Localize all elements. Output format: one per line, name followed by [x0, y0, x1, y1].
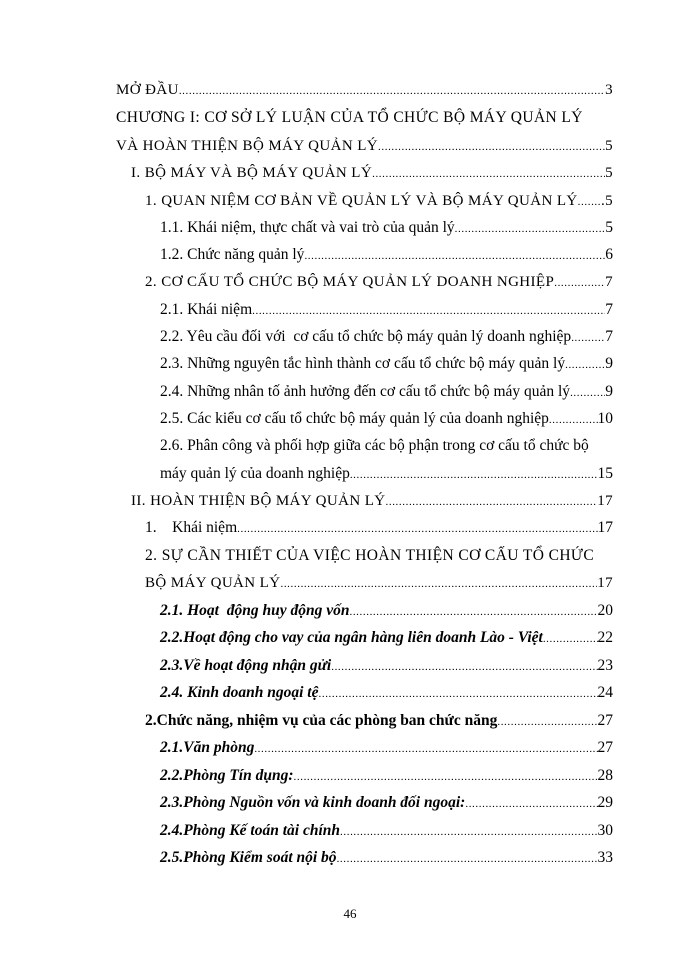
- dot-leader: [497, 712, 597, 732]
- toc-entry-label: 2.4.Phòng Kế toán tài chính: [160, 822, 341, 839]
- toc-entry-page: 17: [597, 493, 613, 509]
- toc-entry-page: 23: [597, 657, 613, 674]
- toc-entry-mo-dau[interactable]: [116, 80, 613, 101]
- toc-entry-chapter-1-title[interactable]: [116, 108, 583, 128]
- toc-entry-functions-4[interactable]: [160, 821, 613, 842]
- toc-entry-2-5[interactable]: [160, 409, 613, 430]
- toc-entry-label: II. HOÀN THIỆN BỘ MÁY QUẢN LÝ: [131, 493, 386, 509]
- toc-entry-label: 2.2. Yêu cầu đối với cơ cấu tổ chức bộ máy quản lý doanh nghiệp: [160, 328, 572, 345]
- toc-entry-functions-2[interactable]: [160, 766, 613, 787]
- toc-entry-label: 2. CƠ CẤU TỔ CHỨC BỘ MÁY QUẢN LÝ DOANH NGHIỆP: [145, 274, 555, 290]
- toc-entry-II-2-cont[interactable]: [145, 573, 613, 594]
- toc-entry-label: 2.1. Khái niệm: [160, 301, 253, 318]
- dot-leader: [570, 383, 605, 403]
- toc-entry-page: .5: [600, 193, 613, 209]
- dot-leader: [378, 137, 605, 157]
- toc-entry-label: 2.1.Văn phòng: [160, 739, 255, 756]
- toc-entry-page: 27: [597, 712, 613, 729]
- toc-entry-page: 7: [605, 301, 613, 318]
- toc-entry-page: 29: [597, 794, 613, 811]
- toc-entry-section-II[interactable]: [131, 491, 613, 512]
- toc-entry-label: 2.1. Hoạt động huy động vốn: [160, 602, 350, 619]
- toc-entry-label: CHƯƠNG I: CƠ SỞ LÝ LUẬN CỦA TỔ CHỨC BỘ MÁY QUẢN LÝ: [116, 109, 583, 126]
- toc-entry-chapter-1-title-cont[interactable]: [116, 136, 613, 157]
- toc-entry-label: 2.4. Kinh doanh ngoại tệ: [160, 684, 319, 701]
- toc-entry-label: 1.2. Chức năng quản lý: [160, 246, 305, 263]
- toc-entry-II-1[interactable]: [145, 518, 613, 539]
- toc-entry-label: VÀ HOÀN THIỆN BỘ MÁY QUẢN LÝ: [116, 138, 379, 154]
- toc-entry-label: BỘ MÁY QUẢN LÝ: [145, 575, 281, 591]
- toc-entry-2-6[interactable]: [160, 436, 589, 456]
- dot-leader: [554, 273, 605, 293]
- toc-entry-II-2-2[interactable]: [160, 628, 613, 649]
- toc-entry-page: 24: [597, 684, 613, 701]
- toc-entry-page: 33: [597, 849, 613, 866]
- dot-leader: [340, 822, 597, 842]
- toc-entry-II-2-4[interactable]: [160, 683, 613, 704]
- toc-entry-II-2-3[interactable]: [160, 656, 613, 677]
- toc-entry-2-2[interactable]: [160, 327, 613, 348]
- dot-leader: [280, 574, 597, 594]
- dot-leader: [179, 81, 605, 101]
- toc-entry-page: 9: [605, 355, 613, 372]
- toc-entry-label: MỞ ĐẦU: [116, 82, 179, 98]
- toc-entry-page: 28: [597, 767, 613, 784]
- toc-entry-label: máy quản lý của doanh nghiệp: [160, 465, 350, 482]
- dot-leader: [565, 355, 605, 375]
- toc-entry-label: 2.Chức năng, nhiệm vụ của các phòng ban chức năng: [145, 712, 498, 729]
- toc-entry-2-1[interactable]: [160, 300, 613, 321]
- toc-entry-2-4[interactable]: [160, 382, 613, 403]
- toc-entry-page: 6: [605, 246, 613, 263]
- toc-entry-1[interactable]: [145, 191, 613, 212]
- dot-leader: [543, 629, 598, 649]
- toc-entry-1-1[interactable]: [160, 218, 613, 239]
- dot-leader: [465, 794, 597, 814]
- toc-entry-page: 3: [605, 82, 613, 98]
- toc-entry-page: 5: [605, 219, 613, 236]
- dot-leader: [254, 739, 597, 759]
- toc-entry-functions[interactable]: [145, 711, 613, 732]
- toc-entry-2[interactable]: [145, 272, 613, 293]
- dot-leader: [319, 684, 598, 704]
- toc-entry-page: 7: [605, 328, 613, 345]
- toc-entry-page: 30: [597, 822, 613, 839]
- dot-leader: [294, 767, 598, 787]
- toc-entry-page: 20: [597, 602, 613, 619]
- toc-entry-label: 1.1. Khái niệm, thực chất và vai trò của quản lý: [160, 219, 455, 236]
- toc-entry-label: 2.2.Hoạt động cho vay của ngân hàng liên doanh Lào - Việt: [160, 629, 543, 646]
- toc-entry-label: 2. SỰ CẦN THIẾT CỦA VIỆC HOÀN THIỆN CƠ CẤU TỔ CHỨC: [145, 547, 595, 564]
- toc-entry-page: 9: [605, 383, 613, 400]
- toc-entry-page: 5: [605, 138, 613, 154]
- dot-leader: [549, 410, 598, 430]
- toc-entry-1-2[interactable]: [160, 245, 613, 266]
- toc-entry-functions-5[interactable]: [160, 848, 613, 869]
- toc-entry-page: 5: [605, 165, 613, 181]
- toc-entry-section-I[interactable]: [131, 163, 613, 184]
- dot-leader: [304, 246, 605, 266]
- toc-entry-label: 2.2.Phòng Tín dụng:: [160, 767, 294, 784]
- toc-entry-page: 22: [597, 629, 613, 646]
- toc-entry-functions-1[interactable]: [160, 738, 613, 759]
- toc-entry-label: I. BỘ MÁY VÀ BỘ MÁY QUẢN LÝ: [131, 165, 373, 181]
- toc-entry-functions-3[interactable]: [160, 793, 613, 814]
- toc-entry-2-3[interactable]: [160, 354, 613, 375]
- toc-entry-page: 10: [597, 410, 613, 427]
- dot-leader: [350, 465, 598, 485]
- dot-leader: [331, 657, 597, 677]
- dot-leader: [455, 219, 606, 239]
- dot-leader: [237, 519, 597, 539]
- toc-entry-label: 1. QUAN NIỆM CƠ BẢN VỀ QUẢN LÝ VÀ BỘ MÁY QUẢN LÝ: [145, 193, 578, 209]
- toc-entry-page: 15: [597, 465, 613, 482]
- toc-entry-label: 2.5. Các kiểu cơ cấu tổ chức bộ máy quản lý của doanh nghiệp: [160, 410, 549, 427]
- dot-leader: [252, 301, 605, 321]
- toc-entry-label: 2.5.Phòng Kiểm soát nội bộ: [160, 849, 337, 866]
- dot-leader: [349, 602, 597, 622]
- toc-entry-page: 17: [597, 519, 613, 536]
- dot-leader: [337, 849, 598, 869]
- toc-entry-label: 2.3. Những nguyên tắc hình thành cơ cấu tổ chức bộ máy quản lý: [160, 355, 566, 372]
- dot-leader: [386, 492, 598, 512]
- toc-entry-2-6-cont[interactable]: [160, 464, 613, 485]
- toc-entry-page: 7: [605, 274, 613, 290]
- dot-leader: [372, 164, 605, 184]
- toc-entry-label: 2.3.Về hoạt động nhận gửi: [160, 657, 332, 674]
- dot-leader: [571, 328, 605, 348]
- page-number: 46: [343, 906, 357, 921]
- toc-entry-label: 1. Khái niệm: [145, 519, 238, 536]
- toc-entry-II-2[interactable]: [145, 546, 594, 566]
- toc-entry-II-2-1[interactable]: [160, 601, 613, 622]
- dot-leader: [578, 192, 601, 212]
- toc-entry-label: 2.6. Phân công và phối hợp giữa các bộ phận trong cơ cấu tổ chức bộ: [160, 437, 589, 454]
- toc-entry-label: 2.3.Phòng Nguồn vốn và kinh doanh đối ngoại:: [160, 794, 466, 811]
- toc-entry-page: 27: [597, 739, 613, 756]
- toc-entry-page: 17: [597, 575, 613, 591]
- toc-entry-label: 2.4. Những nhân tố ảnh hưởng đến cơ cấu tổ chức bộ máy quản lý: [160, 383, 571, 400]
